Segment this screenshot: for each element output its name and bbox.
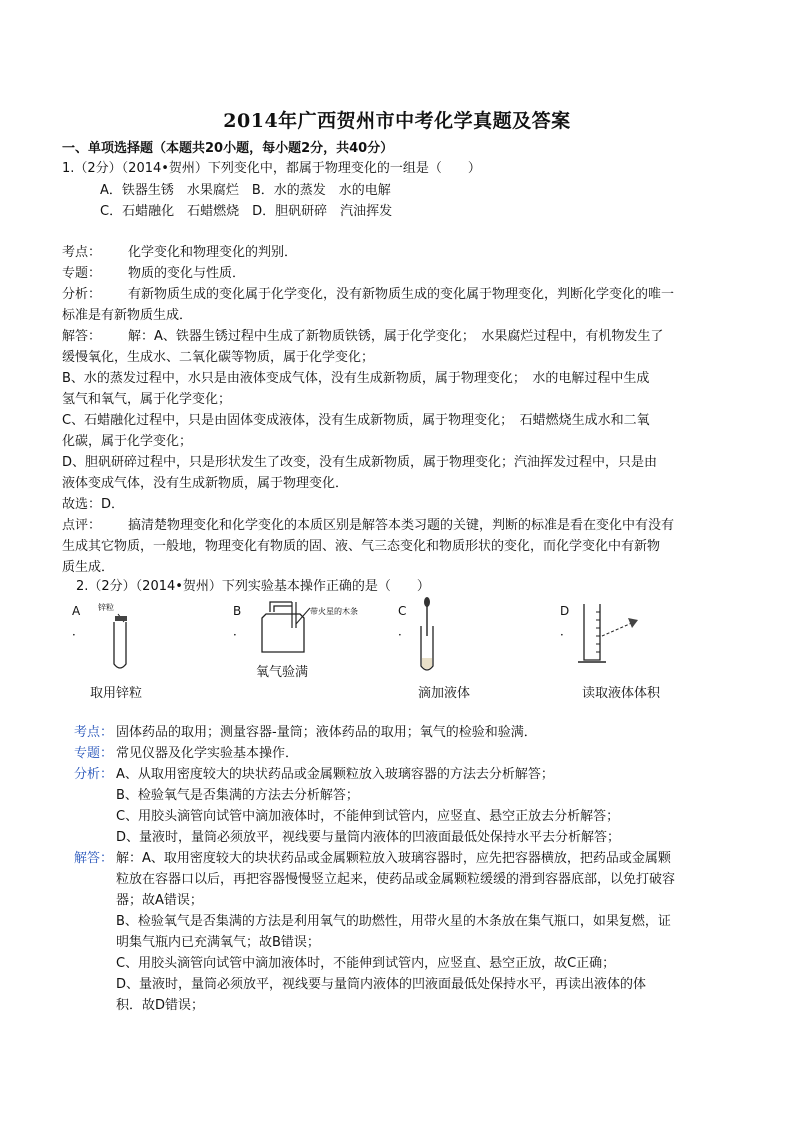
fig-d-dot: ． [560, 624, 573, 638]
test-tube-zinc-illustration [98, 600, 144, 674]
q1-jieda-line4: 氢气和氧气，属于化学变化； [62, 392, 232, 407]
q2-fenxi-line2: B、检验氧气是否集满的方法去分析解答； [116, 788, 359, 803]
q2-jieda-line1: 解：A、取用密度较大的块状药品或金属颗粒放入玻璃容器时，应先把容器横放，把药品或金属颗 [116, 851, 671, 866]
fig-b-label: 带火星的木条 [310, 607, 358, 616]
q2-jieda-label: 解答： [74, 851, 114, 866]
q2-jieda-line3: 器；故A错误； [116, 893, 203, 908]
q1-answer: 故选：D． [62, 497, 125, 512]
q2-jieda-line2: 粒放在容器口以后，再把容器慢慢竖立起来，使药品或金属颗粒缓缓的滑到容器底部，以免打破容 [116, 872, 676, 887]
fig-a-caption: 取用锌粒 [90, 686, 143, 701]
q2-jieda-line7: D、量液时，量筒必须放平，视线要与量筒内液体的凹液面最低处保持水平，再读出液体的体 [116, 977, 647, 992]
q1-dianping-line1: 搞清楚物理变化和化学变化的本质区别是解答本类习题的关键，判断的标准是看在变化中有没有 [128, 518, 675, 533]
graduated-cylinder-illustration [572, 600, 652, 670]
q2-zhuanti-label: 专题： [74, 746, 114, 761]
q1-kaodian-label: 考点： [62, 245, 102, 260]
q1-fenxi-line1: 有新物质生成的变化属于化学变化，没有新物质生成的变化属于物理变化，判断化学变化的唯一 [128, 287, 675, 302]
q2-kaodian-label: 考点： [74, 725, 114, 740]
gas-bottle-oxygen-illustration [252, 598, 362, 658]
fig-d-letter: D [560, 604, 570, 618]
fig-b-caption: 氧气验满 [256, 665, 309, 680]
q2-jieda-line5: 明集气瓶内已充满氧气；故B错误； [116, 935, 320, 950]
q1-jieda-line2: 缓慢氧化，生成水、二氧化碳等物质，属于化学变化； [62, 350, 375, 365]
fig-a-letter: A [72, 604, 81, 618]
fig-b-dot: ． [233, 624, 246, 638]
fig-a-dot: ． [72, 624, 85, 638]
q1-options-row2: C．石蜡融化 石蜡燃烧 D．胆矾研碎 汽油挥发 [100, 204, 393, 219]
q2-kaodian: 固体药品的取用；测量容器-量筒；液体药品的取用；氧气的检验和验满． [116, 725, 537, 740]
q1-jieda-line1: 解：A、铁器生锈过程中生成了新物质铁锈，属于化学变化； 水果腐烂过程中，有机物发生了 [128, 329, 664, 344]
q2-fenxi-line4: D、量液时，量筒必须放平，视线要与量筒内液体的凹液面最低处保持水平去分析解答； [116, 830, 621, 845]
q1-jieda-line5: C、石蜡融化过程中，只是由固体变成液体，没有生成新物质，属于物理变化； 石蜡燃烧生成水和二氧 [62, 413, 650, 428]
fig-c-dot: ． [398, 624, 411, 638]
q2-stem: 2.（2分）（2014•贺州）下列实验基本操作正确的是（ ） [76, 579, 430, 594]
q1-options-row1: A．铁器生锈 水果腐烂 B．水的蒸发 水的电解 [100, 183, 391, 198]
fig-c-letter: C [398, 604, 407, 618]
section-heading: 一、单项选择题（本题共20小题，每小题2分，共40分） [62, 141, 394, 156]
q1-stem: 1.（2分）（2014•贺州）下列变化中，都属于物理变化的一组是（ ） [62, 161, 481, 176]
page-title: 2014年广西贺州市中考化学真题及答案 [223, 110, 571, 132]
q2-fenxi-label: 分析： [74, 767, 114, 782]
q1-fenxi-label: 分析： [62, 287, 102, 302]
q1-zhuanti-label: 专题： [62, 266, 102, 281]
fig-a-label: 锌粒 [98, 603, 114, 612]
q2-jieda-line8: 积．故D错误； [116, 998, 205, 1013]
q1-jieda-line8: 液体变成气体，没有生成新物质，属于物理变化． [62, 476, 349, 491]
q1-dianping-line2: 生成其它物质，一般地，物理变化有物质的固、液、气三态变化和物质形状的变化，而化学变化中有新物 [62, 539, 661, 554]
q2-zhuanti: 常见仪器及化学实验基本操作． [116, 746, 299, 761]
q1-fenxi-line2: 标准是有新物质生成． [62, 308, 193, 323]
q1-dianping-label: 点评： [62, 518, 102, 533]
fig-b-letter: B [233, 604, 242, 618]
q1-zhuanti: 物质的变化与性质． [128, 266, 246, 281]
q2-jieda-line6: C、用胶头滴管向试管中滴加液体时，不能伸到试管内，应竖直、悬空正放，故C正确； [116, 956, 616, 971]
q1-dianping-line3: 质生成． [62, 560, 115, 575]
dropper-tube-illustration [412, 596, 442, 676]
q1-kaodian: 化学变化和物理变化的判别． [128, 245, 298, 260]
q1-jieda-label: 解答： [62, 329, 102, 344]
q2-fenxi-line1: A、从取用密度较大的块状药品或金属颗粒放入玻璃容器的方法去分析解答； [116, 767, 554, 782]
fig-c-caption: 滴加液体 [418, 686, 471, 701]
q1-jieda-line6: 化碳，属于化学变化； [62, 434, 193, 449]
q2-fenxi-line3: C、用胶头滴管向试管中滴加液体时，不能伸到试管内，应竖直、悬空正放去分析解答； [116, 809, 620, 824]
q1-jieda-line7: D、胆矾研碎过程中，只是形状发生了改变，没有生成新物质，属于物理变化；汽油挥发过程中，只是由 [62, 455, 658, 470]
q1-jieda-line3: B、水的蒸发过程中，水只是由液体变成气体，没有生成新物质，属于物理变化； 水的电解过程中生成 [62, 371, 650, 386]
fig-d-caption: 读取液体体积 [582, 686, 661, 701]
q2-jieda-line4: B、检验氧气是否集满的方法是利用氧气的助燃性，用带火星的木条放在集气瓶口，如果复燃，证 [116, 914, 671, 929]
